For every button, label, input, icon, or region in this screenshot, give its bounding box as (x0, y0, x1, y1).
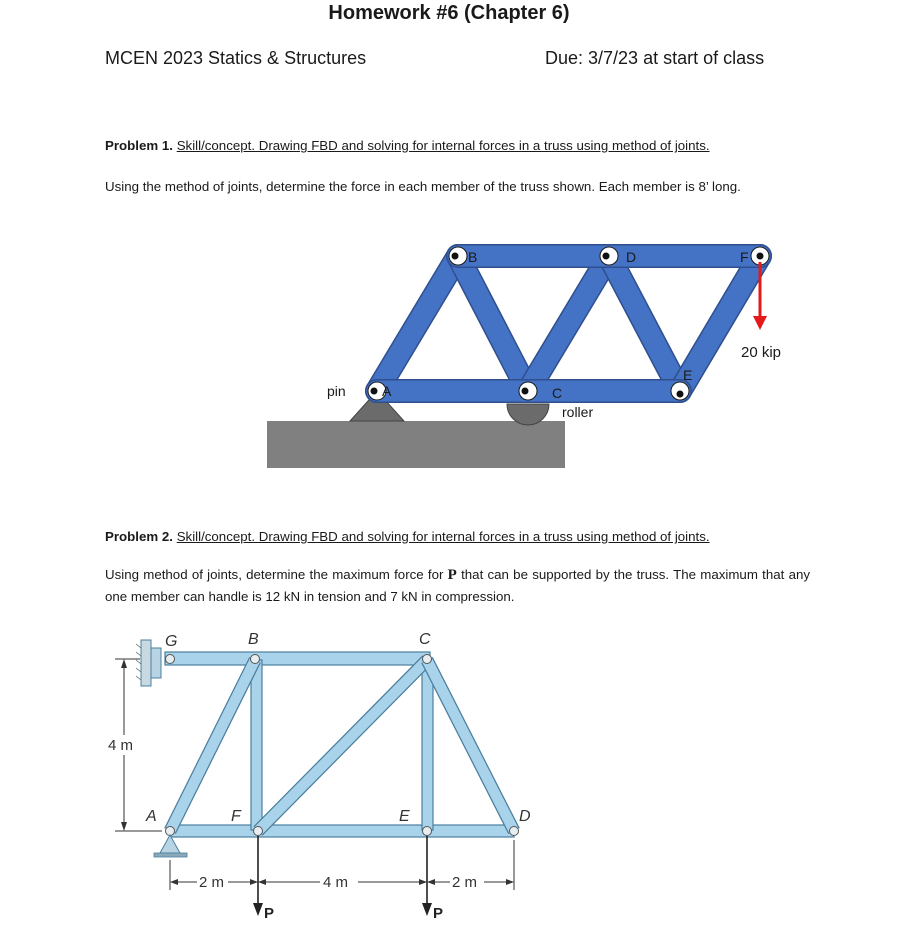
joint-label-f: F (740, 249, 749, 265)
problem-2-text-b: that can be supported by the truss. The maximum that any one member can handle is 12 kN in tension and 7 kN in compression. (105, 567, 811, 604)
joint-label-c: C (552, 385, 563, 401)
joint-label-d: D (626, 249, 637, 265)
problem-2-label: Problem 2. (105, 529, 173, 544)
joint-label-e: E (683, 367, 693, 383)
dim-label-2: 4 m (323, 874, 349, 891)
load-label: 20 kip (741, 344, 782, 361)
pin-e (423, 827, 432, 836)
member-CE (422, 660, 433, 830)
joint2-label-f: F (231, 808, 241, 825)
problem-2-text-p: P (447, 567, 457, 583)
joint2-label-a: A (146, 808, 157, 825)
truss2-members (165, 652, 514, 837)
pin-f (254, 827, 263, 836)
pin-g (166, 655, 175, 664)
course-name: MCEN 2023 Statics & Structures (105, 48, 367, 68)
pin-label: pin (327, 383, 346, 399)
pin-d (510, 827, 519, 836)
problem-2-text-a: Using method of joints, determine the maximum force for (105, 567, 448, 582)
roller-label: roller (562, 404, 594, 420)
load-label-p2: P (433, 905, 444, 922)
dim-label-3: 2 m (452, 874, 478, 891)
member-GBC (165, 652, 430, 665)
joint2-label-g: G (165, 633, 178, 650)
joint-label-a: A (382, 383, 392, 399)
member-AFED (170, 825, 514, 837)
problem-1-text: Using the method of joints, determine the force in each member of the truss shown. Each member is 8’ long. (105, 179, 741, 194)
joint2-label-c: C (419, 631, 431, 648)
joint2-label-b: B (248, 631, 259, 648)
problem-2-skill: Skill/concept. Drawing FBD and solving for internal forces in a truss using method of joints. (176, 529, 710, 544)
page-title: Homework #6 (Chapter 6) (328, 2, 570, 24)
member-BF (251, 660, 262, 830)
load-label-p1: P (264, 905, 275, 922)
pin-b (251, 655, 260, 664)
due-date: Due: 3/7/23 at start of class (545, 48, 765, 68)
problem-1-skill: Skill/concept. Drawing FBD and solving for internal forces in a truss using method of joints. (176, 138, 710, 153)
joint2-label-d: D (519, 808, 531, 825)
joint-label-b: B (468, 249, 478, 265)
joint2-label-e: E (399, 808, 410, 825)
pin-c (423, 655, 432, 664)
support-a (160, 835, 180, 853)
problem-1-label: Problem 1. (105, 138, 173, 153)
wall-bracket (141, 640, 151, 686)
dim-label-1: 2 m (199, 874, 225, 891)
height-label: 4 m (108, 737, 134, 754)
